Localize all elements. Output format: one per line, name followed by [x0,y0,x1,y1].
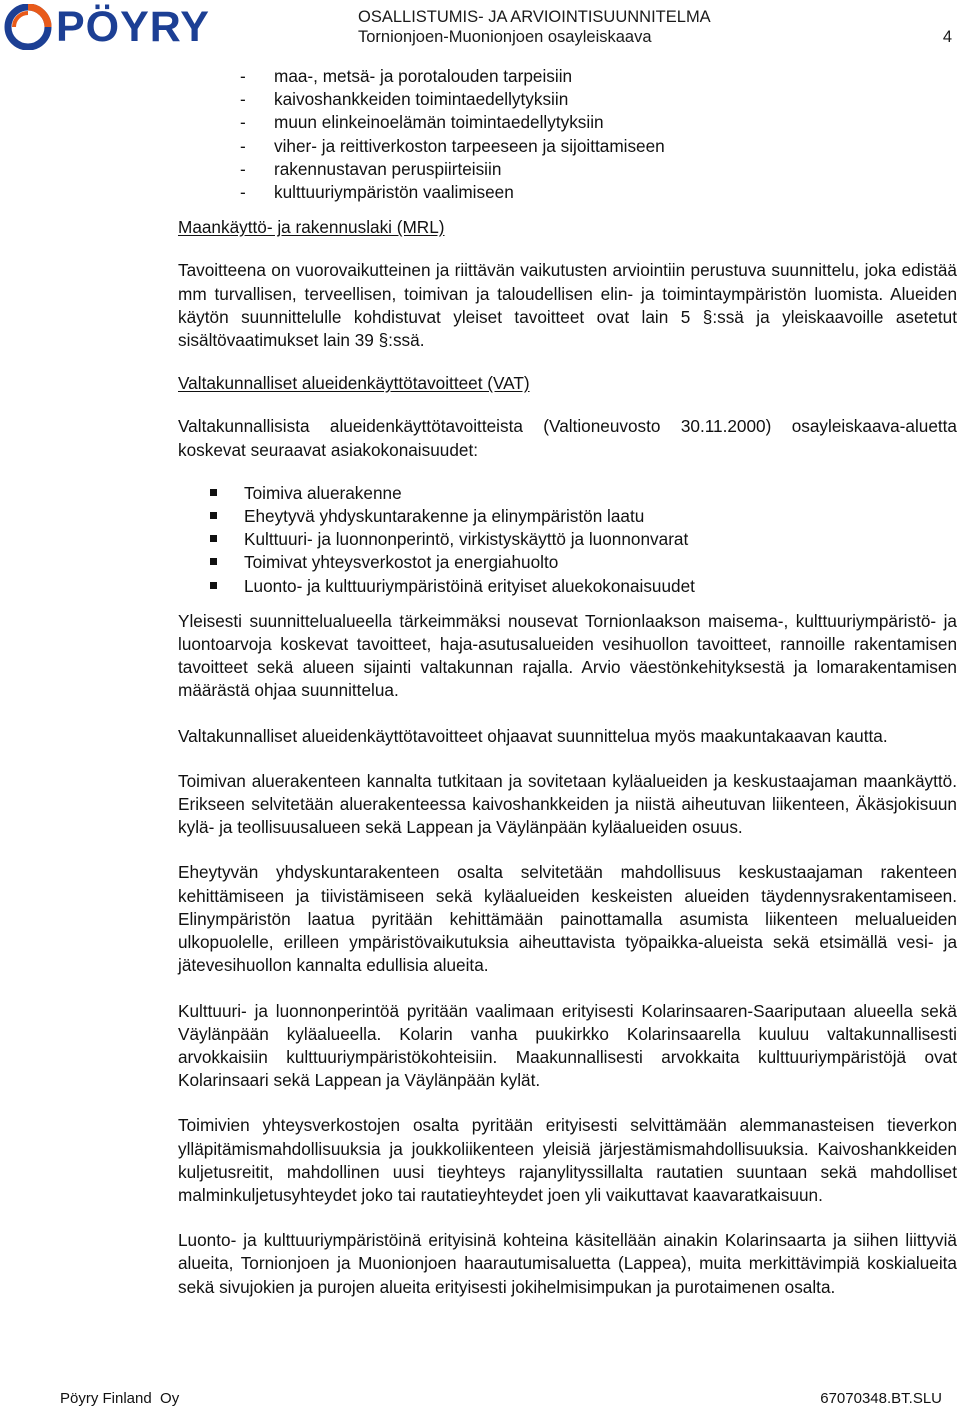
page-number: 4 [942,28,952,46]
paragraph: Luonto- ja kulttuuriympäristöinä erityisinä kohteina käsitellään ainakin Kolarinsaarta ja siihen liittyviä alueita, Tornionjoen ja Muonionjoen haarautumisaluetta (Lappea), muita merkittävimpiä koskialueita sekä sivujokien ja purojen alueita erityisesti jokihelmisimpukan ja purotaimenen osalta. [178,1230,957,1297]
list-item: Luonto- ja kulttuuriympäristöinä erityiset aluekokonaisuudet [178,575,957,598]
list-item: - maa-, metsä- ja porotalouden tarpeisiin [240,65,957,88]
logo-wordmark: PÖYRY [56,3,210,51]
poyry-swirl-icon [4,4,54,50]
document-title: OSALLISTUMIS- JA ARVIOINTISUUNNITELMA [358,8,711,26]
list-item: Kulttuuri- ja luonnonperintö, virkistyskäyttö ja luonnonvarat [178,528,957,551]
mrl-heading: Maankäyttö- ja rakennuslaki (MRL) [178,217,445,238]
vat-bullet-list [178,482,957,598]
list-item: - muun elinkeinoelämän toimintaedellytyksiin [240,111,957,134]
list-item: Toimiva aluerakenne [178,482,957,505]
paragraph: Kulttuuri- ja luonnonperintöä pyritään vaalimaan erityisesti Kolarinsaaren-Saariputaan alueella sekä Väylänpään kyläalueella. Kolarin vanha puukirkko Kolarinsaarella kuuluu valtakunnallisesti arvokkaisiin kulttuuriympäristökohteisiin. Maakunnallisesti arvokkaita kulttuuriympäristöjä ovat Kolarinsaari sekä Lappean ja Väylänpään kylät. [178,1000,957,1091]
company-logo [4,4,244,50]
page-content [178,65,957,1299]
paragraph: Yleisesti suunnittelualueella tärkeimmäksi nousevat Tornionlaakson maisema-, kulttuuriympäristö- ja luontoarvoja koskevat tavoitteet, haja-asutusalueiden vesihuollon tavoitteet, rannoille rakentamisen tavoitteet sekä alueen sijainti valtakunnan rajalla. Arvio väestönkehityksestä ja lomarakentamisen määrästä ohjaa suunnittelua. [178,610,957,701]
paragraph: Toimivien yhteysverkostojen osalta pyritään erityisesti selvittämään alemmanasteisen tieverkon ylläpitämismahdollisuuksia ja joukkoliikenteen yleisiä järjestämismahdollisuuksia. Kaivoshankkeiden kuljetusreitit, mahdollinen uusi tieyhteys rajanylityssillalta rautatien suuntaan sekä mahdolliset malminkuljetusyhteydet joko tai rautatieyhteydet joen yli vaikuttavat kaavaratkaisuun. [178,1115,957,1205]
paragraph: Eheytyvän yhdyskuntarakenteen osalta selvitetään mahdollisuus keskustaajaman rakenteen kehittämiseen ja tiivistämiseen sekä kyläalueiden keskeisten alueiden täydennysrakentamiseen. Elinympäristön laatua pyritään kehittämään painottamalla asumista liikenteen melualueiden ulkopuolelle, erilleen ympäristövaikutuksia aiheuttavista työpaikka-alueista sekä etsimällä vesi- ja jätevesihuollon kannalta edullisia alueita. [178,862,957,976]
document-subtitle: Tornionjoen-Muonionjoen osayleiskaava [358,28,652,46]
paragraph: Valtakunnalliset alueidenkäyttötavoitteet ohjaavat suunnittelua myös maakuntakaavan kautta. [178,725,888,746]
footer-doc-code: 67070348.BT.SLU [820,1390,942,1407]
list-item: - kaivoshankkeiden toimintaedellytyksiin [240,88,957,111]
list-item: Eheytyvä yhdyskuntarakenne ja elinympäristön laatu [178,505,957,528]
list-item: - kulttuuriympäristön vaalimiseen [240,181,957,204]
intro-dash-list [240,65,957,204]
vat-intro-paragraph: Valtakunnallisista alueidenkäyttötavoitteista (Valtioneuvosto 30.11.2000) osayleiskaava-aluetta koskevat seuraavat asiakokonaisuudet: [178,416,957,460]
vat-heading: Valtakunnalliset alueidenkäyttötavoitteet (VAT) [178,373,530,394]
list-item: - viher- ja reittiverkoston tarpeeseen ja sijoittamiseen [240,135,957,158]
list-item: - rakennustavan peruspiirteisiin [240,158,957,181]
paragraph: Toimivan aluerakenteen kannalta tutkitaan ja sovitetaan kyläalueiden ja keskustaajaman maankäyttö. Erikseen selvitetään aluerakenteessa kaivoshankkeiden ja niistä aiheutuvan liikenteen, Äkäsjokisuun kylä- ja teollisuusalueen sekä Lappean ja Väylänpään kyläalueiden osuus. [178,770,957,838]
footer-company: Pöyry Finland Oy [60,1390,180,1407]
mrl-paragraph: Tavoitteena on vuorovaikutteinen ja riittävän vaikutusten arviointiin perustuva suunnittelu, joka edistää mm turvallisen, terveellisen, toimivan ja taloudellisen elin- ja toimintaympäristön luomista. Alueiden käytön suunnittelulle kohdistuvat yleiset tavoitteet ovat lain 5 §:ssä ja yleiskaavoille asetetut sisältövaatimukset lain 39 §:ssä. [178,260,957,351]
list-item: Toimivat yhteysverkostot ja energiahuolto [178,551,957,574]
